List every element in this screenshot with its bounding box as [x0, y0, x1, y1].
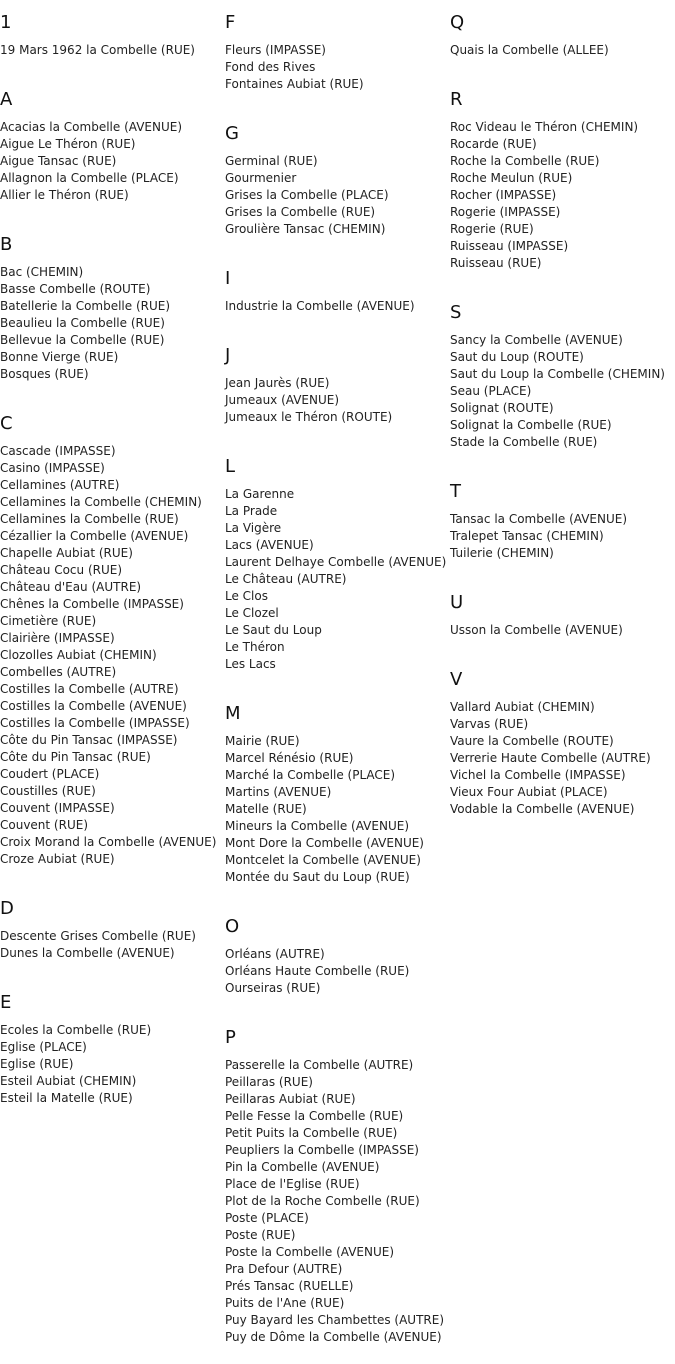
letter-section — [0, 413, 225, 886]
street-link[interactable]: Sancy la Combelle (AVENUE) — [450, 333, 623, 347]
letter-section — [225, 345, 450, 444]
section-letter-heading: G — [225, 123, 239, 144]
street-link[interactable]: Vieux Four Aubiat (PLACE) — [450, 785, 608, 799]
street-link[interactable]: Cellamines (AUTRE) — [0, 478, 120, 492]
street-link[interactable]: Clozolles Aubiat (CHEMIN) — [0, 648, 157, 662]
street-link[interactable]: Laurent Delhaye Combelle (AVENUE) — [225, 555, 447, 569]
street-link[interactable]: Coustilles (RUE) — [0, 784, 96, 798]
street-link[interactable]: Rocher (IMPASSE) — [450, 188, 557, 202]
street-list — [225, 1057, 450, 1346]
letter-section — [450, 12, 675, 77]
street-list — [450, 42, 675, 59]
section-letter-heading: A — [0, 89, 13, 110]
street-link[interactable]: Beaulieu la Combelle (RUE) — [0, 316, 165, 330]
street-link[interactable]: Mairie (RUE) — [225, 734, 300, 748]
section-letter-heading: V — [450, 669, 463, 690]
section-spacer — [0, 59, 225, 77]
section-spacer — [225, 315, 450, 333]
street-list — [225, 946, 450, 997]
street-link[interactable]: Gourmenier — [225, 171, 297, 185]
street-link[interactable]: Montcelet la Combelle (AVENUE) — [225, 853, 421, 867]
letter-section — [450, 669, 675, 836]
section-spacer — [450, 639, 675, 657]
street-link[interactable]: Germinal (RUE) — [225, 154, 318, 168]
street-link[interactable]: Basse Combelle (ROUTE) — [0, 282, 151, 296]
street-link[interactable]: Ourseiras (RUE) — [225, 981, 321, 995]
street-link[interactable]: Allagnon la Combelle (PLACE) — [0, 171, 179, 185]
street-list — [225, 42, 450, 93]
street-link[interactable]: Croze Aubiat (RUE) — [0, 852, 115, 866]
street-link[interactable]: Bac (CHEMIN) — [0, 265, 84, 279]
street-link[interactable]: Le Château (AUTRE) — [225, 572, 347, 586]
street-link[interactable]: Mineurs la Combelle (AVENUE) — [225, 819, 409, 833]
street-link[interactable]: Combelles (AUTRE) — [0, 665, 117, 679]
section-letter-heading: O — [225, 916, 240, 937]
street-link[interactable]: Acacias la Combelle (AVENUE) — [0, 120, 183, 134]
letter-section — [225, 268, 450, 333]
street-link[interactable]: Solignat (ROUTE) — [450, 401, 554, 415]
street-link[interactable]: Quais la Combelle (ALLEE) — [450, 43, 609, 57]
street-link[interactable]: Fond des Rives — [225, 60, 316, 74]
street-link[interactable]: Couvent (IMPASSE) — [0, 801, 115, 815]
street-list — [225, 486, 450, 673]
street-list — [450, 622, 675, 639]
street-link[interactable]: Prés Tansac (RUELLE) — [225, 1279, 354, 1293]
street-link[interactable]: Le Clos — [225, 589, 268, 603]
street-link[interactable]: Puy Bayard les Chambettes (AUTRE) — [225, 1313, 445, 1327]
street-list — [450, 511, 675, 562]
street-link[interactable]: Le Clozel — [225, 606, 279, 620]
street-list — [0, 443, 225, 868]
letter-section — [225, 456, 450, 691]
street-list — [0, 42, 225, 59]
street-link[interactable]: Puy de Dôme la Combelle (AVENUE) — [225, 1330, 442, 1344]
street-link[interactable]: Chênes la Combelle (IMPASSE) — [0, 597, 184, 611]
street-column-2 — [225, 0, 450, 1364]
street-list — [450, 332, 675, 451]
street-link[interactable]: Casino (IMPASSE) — [0, 461, 105, 475]
street-link[interactable]: Seau (PLACE) — [450, 384, 532, 398]
letter-section — [225, 703, 450, 904]
street-link[interactable]: Stade la Combelle (RUE) — [450, 435, 598, 449]
section-spacer — [0, 1107, 225, 1125]
section-spacer — [450, 59, 675, 77]
street-link[interactable]: Poste (PLACE) — [225, 1211, 309, 1225]
street-link[interactable]: Mont Dore la Combelle (AVENUE) — [225, 836, 424, 850]
street-link[interactable]: Pra Defour (AUTRE) — [225, 1262, 343, 1276]
letter-section — [225, 123, 450, 256]
street-link[interactable]: 19 Mars 1962 la Combelle (RUE) — [0, 43, 195, 57]
street-list — [225, 375, 450, 426]
street-link[interactable]: Vodable la Combelle (AVENUE) — [450, 802, 635, 816]
section-spacer — [225, 238, 450, 256]
section-spacer — [225, 1346, 450, 1364]
street-link[interactable]: Peupliers la Combelle (IMPASSE) — [225, 1143, 419, 1157]
section-spacer — [225, 93, 450, 111]
street-link[interactable]: Cellamines la Combelle (RUE) — [0, 512, 179, 526]
section-letter-heading: I — [225, 268, 231, 289]
street-link[interactable]: Roche Meulun (RUE) — [450, 171, 573, 185]
street-link[interactable]: Esteil Aubiat (CHEMIN) — [0, 1074, 137, 1088]
letter-section — [450, 592, 675, 657]
street-list — [0, 928, 225, 962]
street-link[interactable]: Côte du Pin Tansac (RUE) — [0, 750, 151, 764]
street-link[interactable]: Le Théron — [225, 640, 285, 654]
street-link[interactable]: Bosques (RUE) — [0, 367, 89, 381]
letter-section — [225, 12, 450, 111]
street-link[interactable]: Cascade (IMPASSE) — [0, 444, 116, 458]
street-link[interactable]: Couvent (RUE) — [0, 818, 89, 832]
section-letter-heading: 1 — [0, 12, 12, 33]
street-link[interactable]: Varvas (RUE) — [450, 717, 529, 731]
street-link[interactable]: Château Cocu (RUE) — [0, 563, 123, 577]
street-link[interactable]: Petit Puits la Combelle (RUE) — [225, 1126, 398, 1140]
street-link[interactable]: La Vigère — [225, 521, 282, 535]
street-list — [450, 699, 675, 818]
street-link[interactable]: Le Saut du Loup — [225, 623, 322, 637]
section-spacer — [225, 997, 450, 1015]
street-link[interactable]: Batellerie la Combelle (RUE) — [0, 299, 171, 313]
street-link[interactable]: Saut du Loup la Combelle (CHEMIN) — [450, 367, 665, 381]
section-spacer — [225, 426, 450, 444]
street-link[interactable]: Orléans (AUTRE) — [225, 947, 325, 961]
street-link[interactable]: Eglise (PLACE) — [0, 1040, 87, 1054]
street-link[interactable]: Grises la Combelle (RUE) — [225, 205, 376, 219]
section-letter-heading: S — [450, 302, 462, 323]
street-link[interactable]: Coudert (PLACE) — [0, 767, 100, 781]
letter-section — [0, 12, 225, 77]
street-link[interactable]: Marcel Rénésio (RUE) — [225, 751, 354, 765]
street-link[interactable]: Aigue Tansac (RUE) — [0, 154, 117, 168]
street-link[interactable]: Poste (RUE) — [225, 1228, 296, 1242]
street-link[interactable]: Place de l'Eglise (RUE) — [225, 1177, 360, 1191]
street-link[interactable]: Tralepet Tansac (CHEMIN) — [450, 529, 604, 543]
section-letter-heading: T — [450, 481, 461, 502]
letter-section — [450, 302, 675, 469]
street-list — [0, 264, 225, 383]
street-link[interactable]: Jumeaux le Théron (ROUTE) — [225, 410, 393, 424]
street-list — [450, 119, 675, 272]
street-link[interactable]: Côte du Pin Tansac (IMPASSE) — [0, 733, 178, 747]
section-spacer — [450, 272, 675, 290]
letter-section — [0, 89, 225, 222]
street-link[interactable]: Bonne Vierge (RUE) — [0, 350, 119, 364]
street-link[interactable]: Ruisseau (RUE) — [450, 256, 542, 270]
letter-section — [0, 898, 225, 980]
section-letter-heading: B — [0, 234, 13, 255]
street-column-1 — [0, 0, 225, 1125]
section-spacer — [0, 962, 225, 980]
street-link[interactable]: Fleurs (IMPASSE) — [225, 43, 326, 57]
street-link[interactable]: Peillaras Aubiat (RUE) — [225, 1092, 356, 1106]
street-link[interactable]: Groulière Tansac (CHEMIN) — [225, 222, 386, 236]
section-letter-heading: R — [450, 89, 463, 110]
section-spacer — [450, 451, 675, 469]
section-letter-heading: D — [0, 898, 14, 919]
street-link[interactable]: Cézallier la Combelle (AVENUE) — [0, 529, 189, 543]
street-link[interactable]: Puits de l'Ane (RUE) — [225, 1296, 345, 1310]
street-list — [0, 1022, 225, 1107]
street-link[interactable]: Tuilerie (CHEMIN) — [450, 546, 554, 560]
street-link[interactable]: Allier le Théron (RUE) — [0, 188, 129, 202]
street-link[interactable]: Plot de la Roche Combelle (RUE) — [225, 1194, 420, 1208]
street-link[interactable]: Rogerie (IMPASSE) — [450, 205, 561, 219]
street-link[interactable]: Vallard Aubiat (CHEMIN) — [450, 700, 595, 714]
street-link[interactable]: Matelle (RUE) — [225, 802, 307, 816]
street-link[interactable]: Vaure la Combelle (ROUTE) — [450, 734, 614, 748]
street-link[interactable]: Marché la Combelle (PLACE) — [225, 768, 396, 782]
section-spacer — [450, 562, 675, 580]
section-letter-heading: U — [450, 592, 464, 613]
street-link[interactable]: Pelle Fesse la Combelle (RUE) — [225, 1109, 404, 1123]
street-link[interactable]: Grises la Combelle (PLACE) — [225, 188, 389, 202]
street-link[interactable]: Clairière (IMPASSE) — [0, 631, 115, 645]
street-column-3 — [450, 0, 675, 836]
street-link[interactable]: Aigue Le Théron (RUE) — [0, 137, 136, 151]
street-link[interactable]: La Garenne — [225, 487, 295, 501]
street-link[interactable]: Costilles la Combelle (AUTRE) — [0, 682, 179, 696]
street-link[interactable]: Poste la Combelle (AVENUE) — [225, 1245, 395, 1259]
section-spacer — [225, 886, 450, 904]
street-link[interactable]: La Prade — [225, 504, 278, 518]
section-letter-heading: L — [225, 456, 236, 477]
street-link[interactable]: Rogerie (RUE) — [450, 222, 534, 236]
street-link[interactable]: Dunes la Combelle (AVENUE) — [0, 946, 175, 960]
street-link[interactable]: Ruisseau (IMPASSE) — [450, 239, 569, 253]
letter-section — [0, 234, 225, 401]
section-spacer — [0, 868, 225, 886]
street-link[interactable]: Vichel la Combelle (IMPASSE) — [450, 768, 626, 782]
section-letter-heading: C — [0, 413, 13, 434]
street-link[interactable]: Descente Grises Combelle (RUE) — [0, 929, 196, 943]
street-link[interactable]: Saut du Loup (ROUTE) — [450, 350, 584, 364]
street-link[interactable]: Martins (AVENUE) — [225, 785, 332, 799]
street-link[interactable]: Ecoles la Combelle (RUE) — [0, 1023, 152, 1037]
street-link[interactable]: Les Lacs — [225, 657, 276, 671]
section-letter-heading: E — [0, 992, 12, 1013]
street-link[interactable]: Chapelle Aubiat (RUE) — [0, 546, 133, 560]
street-link[interactable]: Verrerie Haute Combelle (AUTRE) — [450, 751, 651, 765]
street-link[interactable]: Roc Videau le Théron (CHEMIN) — [450, 120, 639, 134]
section-spacer — [0, 383, 225, 401]
street-link[interactable]: Eglise (RUE) — [0, 1057, 74, 1071]
section-letter-heading: Q — [450, 12, 465, 33]
street-link[interactable]: Cellamines la Combelle (CHEMIN) — [0, 495, 202, 509]
section-spacer — [0, 204, 225, 222]
street-link[interactable]: Tansac la Combelle (AVENUE) — [450, 512, 628, 526]
letter-section — [225, 916, 450, 1015]
section-spacer — [225, 673, 450, 691]
section-spacer — [450, 818, 675, 836]
street-link[interactable]: Costilles la Combelle (AVENUE) — [0, 699, 187, 713]
letter-section — [450, 481, 675, 580]
section-letter-heading: J — [225, 345, 231, 366]
street-list — [225, 153, 450, 238]
street-link[interactable]: Croix Morand la Combelle (AVENUE) — [0, 835, 217, 849]
street-link[interactable]: Cimetière (RUE) — [0, 614, 97, 628]
street-link[interactable]: Orléans Haute Combelle (RUE) — [225, 964, 410, 978]
letter-section — [225, 1027, 450, 1364]
street-link[interactable]: Château d'Eau (AUTRE) — [0, 580, 142, 594]
street-list — [225, 298, 450, 315]
street-link[interactable]: Rocarde (RUE) — [450, 137, 537, 151]
section-letter-heading: M — [225, 703, 241, 724]
street-list — [225, 733, 450, 886]
street-link[interactable]: Esteil la Matelle (RUE) — [0, 1091, 133, 1105]
street-link[interactable]: Usson la Combelle (AVENUE) — [450, 623, 623, 637]
street-link[interactable]: Montée du Saut du Loup (RUE) — [225, 870, 410, 884]
street-link[interactable]: Jean Jaurès (RUE) — [225, 376, 330, 390]
street-link[interactable]: Pin la Combelle (AVENUE) — [225, 1160, 380, 1174]
street-link[interactable]: Costilles la Combelle (IMPASSE) — [0, 716, 190, 730]
street-link[interactable]: Lacs (AVENUE) — [225, 538, 314, 552]
section-letter-heading: F — [225, 12, 236, 33]
street-link[interactable]: Jumeaux (AVENUE) — [225, 393, 340, 407]
section-letter-heading: P — [225, 1027, 236, 1048]
street-link[interactable]: Industrie la Combelle (AVENUE) — [225, 299, 415, 313]
street-link[interactable]: Solignat la Combelle (RUE) — [450, 418, 612, 432]
street-list — [0, 119, 225, 204]
street-link[interactable]: Peillaras (RUE) — [225, 1075, 313, 1089]
street-link[interactable]: Bellevue la Combelle (RUE) — [0, 333, 165, 347]
letter-section — [0, 992, 225, 1125]
street-link[interactable]: Passerelle la Combelle (AUTRE) — [225, 1058, 414, 1072]
letter-section — [450, 89, 675, 290]
street-link[interactable]: Roche la Combelle (RUE) — [450, 154, 600, 168]
street-link[interactable]: Fontaines Aubiat (RUE) — [225, 77, 364, 91]
